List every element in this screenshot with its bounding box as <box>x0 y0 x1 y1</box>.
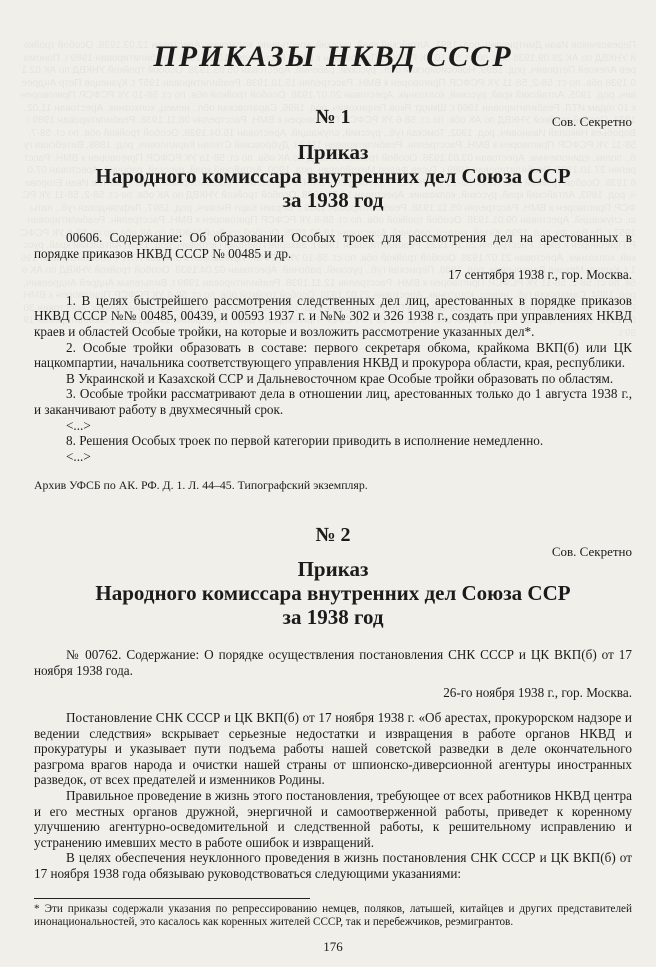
classification-mark: Сов. Секретно <box>551 544 632 560</box>
order-paragraph: 1. В целях быстрейшего рассмотрения следственных дел лиц, арестованных в порядке приказов НКВД СССР №№ 00485, 00439, и 00593 1937 г. и №№ 302 и 326 1938 г., создать при управлениях НКВД краев и областей Особые тройки, на которые и возложить рассмотрение указанных дел*. <box>34 292 632 339</box>
order-paragraph: В Украинской и Казахской ССР и Дальневосточном крае Особые тройки образовать по областям. <box>66 370 614 386</box>
order-summary: № 00762. Содержание: О порядке осуществления постановления СНК СССР и ЦК ВКП(б) от 17 ноября 1938 года. <box>34 647 632 678</box>
order-heading <box>34 140 632 212</box>
document-page <box>34 30 632 955</box>
footnote: * Эти приказы содержали указания по репрессированию немцев, поляков, латышей, китайцев и других представителей инонациональностей, это касалось как коренных жителей СССР, так и перебежчиков, реэмигрантов. <box>34 902 632 929</box>
order-paragraph: Правильное проведение в жизнь этого постановления, требующее от всех работников НКВД центра и его местных органов дружной, энергичной и самоотверженной работы, приведет к коренному улучшению агентурно-осведомительной и следственной работы, к решительному исправлению и устранению имевших место в работе ошибок и извращений. <box>34 788 632 850</box>
heading-line: Народного комиссара внутренних дел Союза ССР <box>95 581 571 606</box>
omission-mark: <...> <box>66 417 91 433</box>
footnote-divider <box>34 898 310 899</box>
heading-line: Народного комиссара внутренних дел Союза ССР <box>95 164 571 188</box>
heading-line: Приказ <box>297 557 369 582</box>
archive-reference: Архив УФСБ по АК. РФ. Д. 1. Л. 44–45. Типографский экземпляр. <box>34 478 368 493</box>
order-number: № 1 <box>315 106 351 128</box>
classification-mark: Сов. Секретно <box>551 114 632 129</box>
page-title: ПРИКАЗЫ НКВД СССР <box>153 40 513 73</box>
order-paragraph: 3. Особые тройки рассматривают дела в отношении лиц, арестованных только до 1 августа 1938 г., и заканчивают работу в двухмесячный срок. <box>34 386 632 417</box>
order-summary: 00606. Содержание: Об образовании Особых троек для рассмотрения дел на арестованных в порядке приказов НКВД СССР № 00485 и др. <box>34 230 632 261</box>
order-2 <box>34 524 632 881</box>
order-paragraph: 2. Особые тройки образовать в составе: первого секретаря обкома, крайкома ВКП(б) или ЦК нацкомпартии, начальника соответствующего управления НКВД и прокурора области, края, республики. <box>34 339 632 371</box>
order-1 <box>34 106 632 493</box>
order-paragraph: 8. Решения Особых троек по первой категории приводить в исполнение немедленно. <box>66 433 544 449</box>
order-date-place: 26-го ноября 1938 г., гор. Москва. <box>443 684 632 700</box>
order-date-place: 17 сентября 1938 г., гор. Москва. <box>448 267 632 283</box>
order-paragraph: В целях обеспечения неуклонного проведения в жизнь постановления СНК СССР и ЦК ВКП(б) от 17 ноября 1938 года обязываю руководствоваться следующими указаниями: <box>34 850 632 882</box>
order-heading <box>34 557 632 629</box>
order-number: № 2 <box>315 524 351 547</box>
omission-mark: <...> <box>66 448 91 464</box>
order-paragraph: Постановление СНК СССР и ЦК ВКП(б) от 17 ноября 1938 г. «Об арестах, прокурорском надзоре и ведении следствия» вскрывает серьезные недостатки и извращения в работе органов НКВД и прокуратуры и указывает пути подъема работы нашей советской разведки в деле окончательного разгрома врагов народа и очистки нашей страны от шпионско-диверсионной агентуры иностранных разведок, от всех предателей и изменников Родины. <box>34 710 632 788</box>
heading-line: за 1938 год <box>282 605 384 630</box>
heading-line: Приказ <box>297 140 369 164</box>
heading-line: за 1938 год <box>282 188 384 212</box>
page-number: 176 <box>323 939 343 955</box>
